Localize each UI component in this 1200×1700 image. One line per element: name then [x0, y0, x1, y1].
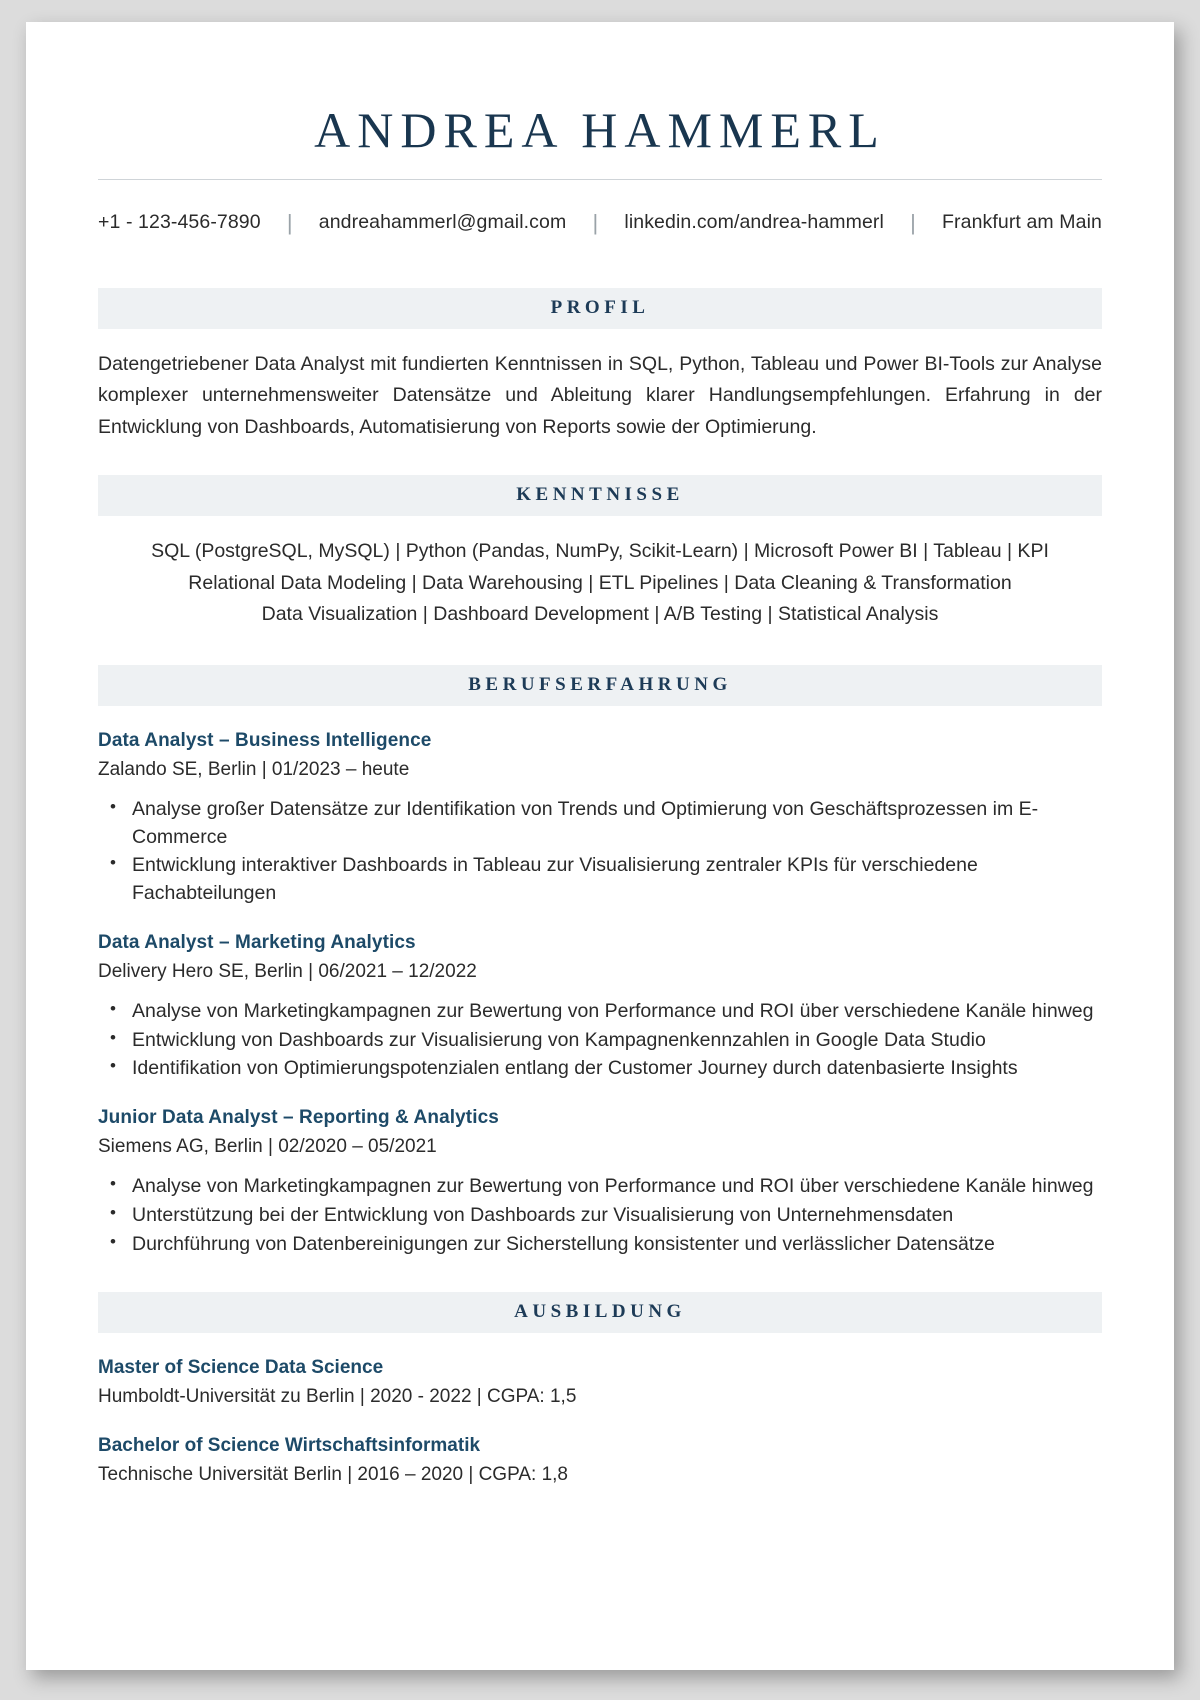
job-title: Junior Data Analyst – Reporting & Analytics: [98, 1107, 499, 1129]
contact-email[interactable]: andreahammerl@gmail.com: [318, 211, 567, 233]
job-title: Data Analyst – Marketing Analytics: [98, 931, 416, 953]
skills-line: SQL (PostgreSQL, MySQL) | Python (Pandas, NumPy, Scikit-Learn) | Microsoft Power BI | Tableau | KPI: [151, 540, 1049, 563]
job-bullets: [98, 1173, 1102, 1258]
bullet-item: • Analyse von Marketingkampagnen zur Bewertung von Performance und ROI über verschiedene Kanäle hinweg: [128, 998, 1102, 1026]
contact-separator-3: |: [910, 209, 916, 235]
contact-separator-1: |: [286, 209, 293, 235]
job-meta: Siemens AG, Berlin | 02/2020 – 05/2021: [98, 1135, 437, 1157]
section-heading-experience: BERUFSERFAHRUNG: [98, 665, 1102, 706]
bullet-item: • Entwicklung interaktiver Dashboards in Tableau zur Visualisierung zentraler KPIs für verschiedene Fachabteilungen: [128, 852, 1102, 907]
bullet-item: • Analyse großer Datensätze zur Identifikation von Trends und Optimierung von Geschäftsprozessen im E-Commerce: [128, 796, 1102, 851]
education-entry: [98, 1433, 1102, 1489]
contact-location: Frankfurt am Main: [942, 211, 1102, 233]
education-meta: Humboldt-Universität zu Berlin | 2020 - 2022 | CGPA: 1,5: [98, 1385, 577, 1407]
job-bullets: [98, 796, 1102, 908]
education-meta: Technische Universität Berlin | 2016 – 2020 | CGPA: 1,8: [98, 1464, 568, 1486]
education-degree: Bachelor of Science Wirtschaftsinformatik: [98, 1435, 481, 1457]
bullet-item: • Unterstützung bei der Entwicklung von Dashboards zur Visualisierung von Unternehmensdaten: [128, 1202, 1102, 1230]
job-meta: Zalando SE, Berlin | 01/2023 – heute: [98, 758, 410, 780]
resume-document: [26, 22, 1174, 1670]
experience-entry: [98, 1105, 1102, 1258]
contact-phone[interactable]: +1 - 123-456-7890: [98, 211, 261, 233]
job-bullets: [98, 998, 1102, 1083]
skills-block: [98, 536, 1102, 631]
bullet-item: • Identifikation von Optimierungspotenzialen entlang der Customer Journey durch datenbasierte Insights: [128, 1055, 1102, 1083]
contact-separator-2: |: [592, 209, 599, 235]
education-degree: Master of Science Data Science: [98, 1357, 384, 1379]
candidate-name: ANDREA HAMMERL: [314, 102, 886, 158]
skills-line: Data Visualization | Dashboard Development | A/B Testing | Statistical Analysis: [261, 603, 939, 626]
profile-text: Datengetriebener Data Analyst mit fundierten Kenntnissen in SQL, Python, Tableau und Power BI-Tools zur Analyse komplexer unternehmensweiter Datensätze und Ableitung klarer Handlungsempfehlungen. Erfahrung in der Entwicklung von Dashboards, Automatisierung von Reports sowie der Optimierung.: [98, 352, 1102, 438]
skills-line: Relational Data Modeling | Data Warehousing | ETL Pipelines | Data Cleaning & Transformation: [188, 571, 1012, 594]
job-meta: Delivery Hero SE, Berlin | 06/2021 – 12/2022: [98, 960, 477, 982]
section-heading-skills: KENNTNISSE: [98, 475, 1102, 516]
education-entry: [98, 1355, 1102, 1411]
experience-entry: [98, 728, 1102, 908]
experience-entry: [98, 930, 1102, 1083]
bullet-item: • Analyse von Marketingkampagnen zur Bewertung von Performance und ROI über verschiedene Kanäle hinweg: [128, 1173, 1102, 1201]
contact-row: [98, 180, 1102, 236]
section-heading-profile: PROFIL: [98, 288, 1102, 329]
bullet-item: • Durchführung von Datenbereinigungen zur Sicherstellung konsistenter und verlässlicher Datensätze: [128, 1231, 1102, 1259]
section-heading-education: AUSBILDUNG: [98, 1292, 1102, 1333]
contact-linkedin[interactable]: linkedin.com/andrea-hammerl: [624, 211, 884, 233]
bullet-item: • Entwicklung von Dashboards zur Visualisierung von Kampagnenkennzahlen in Google Data Studio: [128, 1027, 1102, 1055]
job-title: Data Analyst – Business Intelligence: [98, 729, 432, 751]
